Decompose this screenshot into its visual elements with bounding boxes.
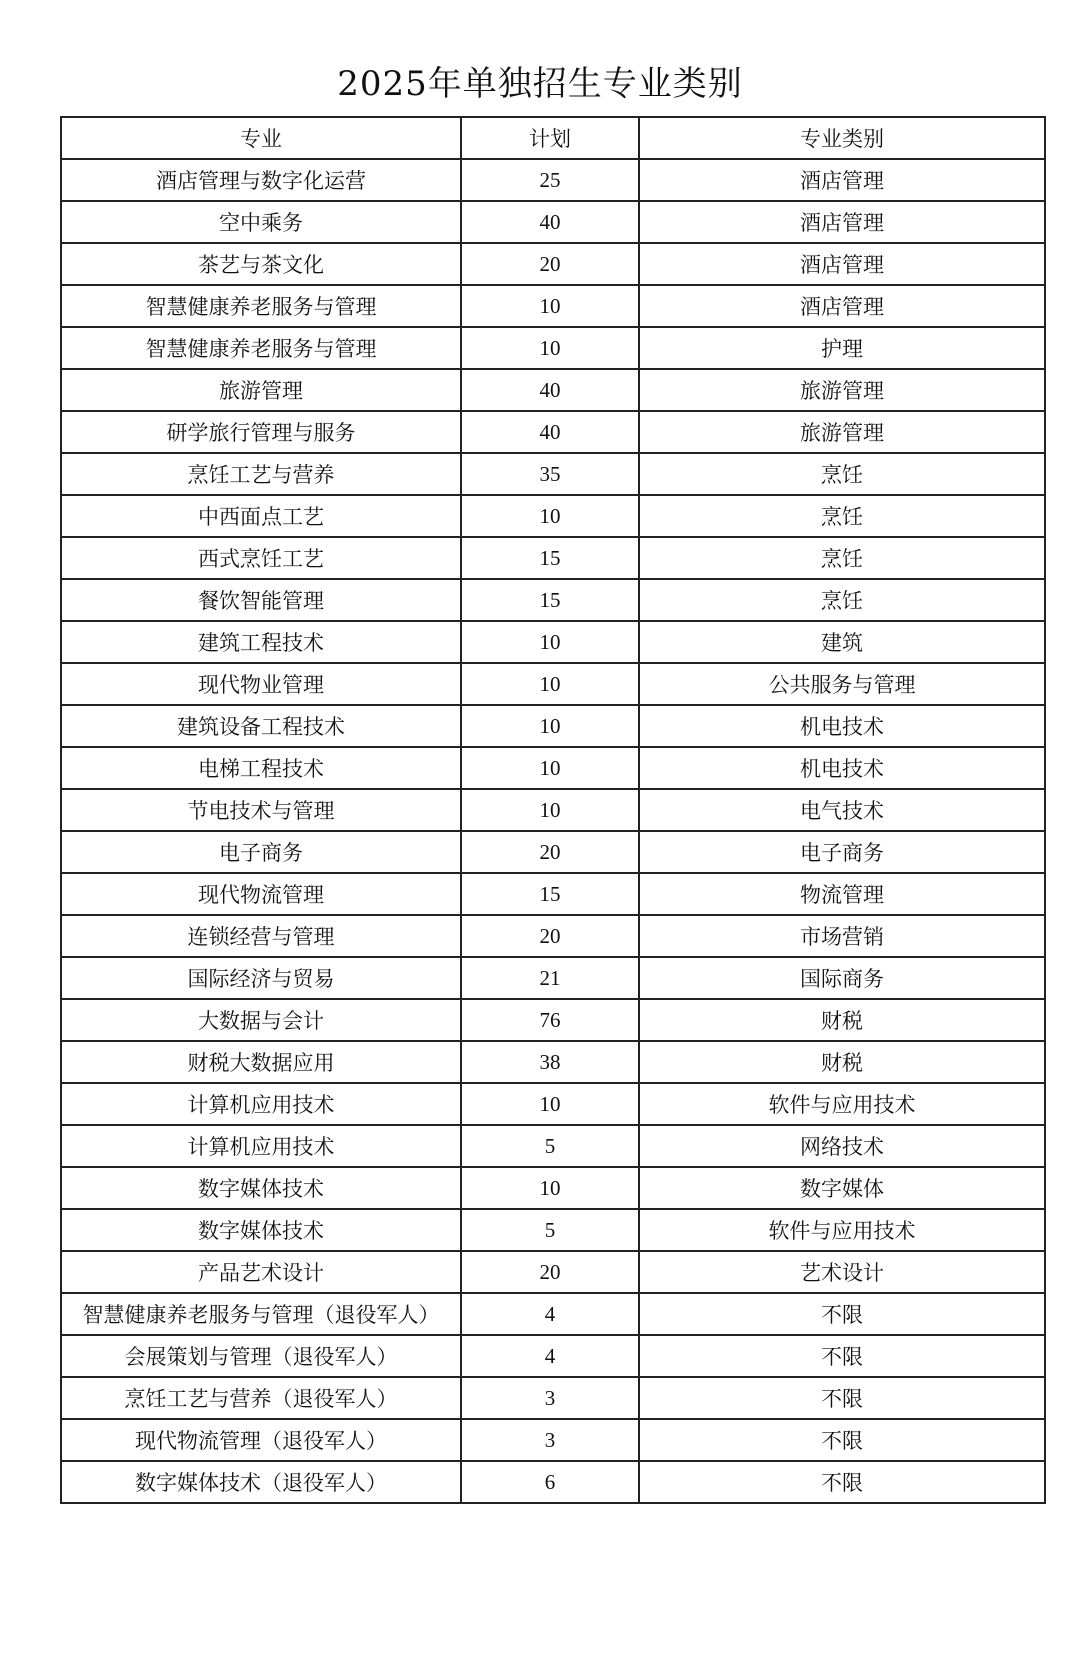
- cell-category: 软件与应用技术: [639, 1083, 1045, 1125]
- table-row: [61, 1251, 1045, 1293]
- table-row: [61, 453, 1045, 495]
- table-row: [61, 1167, 1045, 1209]
- cell-major: 茶艺与茶文化: [61, 243, 461, 285]
- table-row: [61, 705, 1045, 747]
- cell-plan: 3: [461, 1419, 639, 1461]
- cell-major: 中西面点工艺: [61, 495, 461, 537]
- cell-major: 大数据与会计: [61, 999, 461, 1041]
- table-row: [61, 243, 1045, 285]
- cell-category: 电气技术: [639, 789, 1045, 831]
- table-row: [61, 915, 1045, 957]
- cell-plan: 10: [461, 789, 639, 831]
- cell-category: 电子商务: [639, 831, 1045, 873]
- cell-major: 酒店管理与数字化运营: [61, 159, 461, 201]
- cell-plan: 20: [461, 1251, 639, 1293]
- table-row: [61, 1293, 1045, 1335]
- table-row: [61, 621, 1045, 663]
- table-row: [61, 831, 1045, 873]
- cell-plan: 4: [461, 1335, 639, 1377]
- cell-category: 酒店管理: [639, 243, 1045, 285]
- cell-plan: 20: [461, 831, 639, 873]
- table-row: [61, 999, 1045, 1041]
- table-row: [61, 789, 1045, 831]
- cell-plan: 5: [461, 1209, 639, 1251]
- table-row: [61, 201, 1045, 243]
- cell-major: 数字媒体技术: [61, 1167, 461, 1209]
- table-header-row: [61, 117, 1045, 159]
- table-row: [61, 579, 1045, 621]
- cell-category: 建筑: [639, 621, 1045, 663]
- cell-plan: 10: [461, 621, 639, 663]
- cell-major: 空中乘务: [61, 201, 461, 243]
- cell-category: 国际商务: [639, 957, 1045, 999]
- cell-category: 不限: [639, 1461, 1045, 1503]
- cell-major: 数字媒体技术（退役军人）: [61, 1461, 461, 1503]
- cell-major: 现代物业管理: [61, 663, 461, 705]
- table-row: [61, 537, 1045, 579]
- cell-plan: 20: [461, 243, 639, 285]
- cell-category: 不限: [639, 1377, 1045, 1419]
- cell-category: 市场营销: [639, 915, 1045, 957]
- cell-plan: 3: [461, 1377, 639, 1419]
- cell-major: 计算机应用技术: [61, 1125, 461, 1167]
- table-row: [61, 1335, 1045, 1377]
- cell-category: 烹饪: [639, 537, 1045, 579]
- cell-category: 网络技术: [639, 1125, 1045, 1167]
- cell-major: 数字媒体技术: [61, 1209, 461, 1251]
- cell-major: 智慧健康养老服务与管理: [61, 285, 461, 327]
- cell-major: 计算机应用技术: [61, 1083, 461, 1125]
- cell-major: 智慧健康养老服务与管理: [61, 327, 461, 369]
- cell-plan: 20: [461, 915, 639, 957]
- cell-major: 旅游管理: [61, 369, 461, 411]
- cell-plan: 25: [461, 159, 639, 201]
- header-major: 专业: [61, 117, 461, 159]
- table-row: [61, 285, 1045, 327]
- cell-major: 建筑设备工程技术: [61, 705, 461, 747]
- cell-category: 护理: [639, 327, 1045, 369]
- cell-category: 不限: [639, 1293, 1045, 1335]
- table-row: [61, 159, 1045, 201]
- table-row: [61, 1041, 1045, 1083]
- cell-plan: 5: [461, 1125, 639, 1167]
- table-row: [61, 495, 1045, 537]
- table-body: [61, 159, 1045, 1503]
- cell-major: 节电技术与管理: [61, 789, 461, 831]
- cell-major: 研学旅行管理与服务: [61, 411, 461, 453]
- cell-plan: 40: [461, 369, 639, 411]
- table-row: [61, 1461, 1045, 1503]
- cell-major: 建筑工程技术: [61, 621, 461, 663]
- table-row: [61, 873, 1045, 915]
- cell-category: 机电技术: [639, 705, 1045, 747]
- cell-category: 旅游管理: [639, 369, 1045, 411]
- cell-major: 会展策划与管理（退役军人）: [61, 1335, 461, 1377]
- cell-plan: 76: [461, 999, 639, 1041]
- cell-major: 产品艺术设计: [61, 1251, 461, 1293]
- cell-major: 西式烹饪工艺: [61, 537, 461, 579]
- cell-major: 现代物流管理: [61, 873, 461, 915]
- table-row: [61, 1419, 1045, 1461]
- cell-plan: 10: [461, 747, 639, 789]
- cell-major: 财税大数据应用: [61, 1041, 461, 1083]
- cell-major: 现代物流管理（退役军人）: [61, 1419, 461, 1461]
- cell-plan: 15: [461, 873, 639, 915]
- cell-category: 酒店管理: [639, 285, 1045, 327]
- table-row: [61, 1209, 1045, 1251]
- page-title: 2025年单独招生专业类别: [337, 64, 743, 104]
- cell-plan: 40: [461, 201, 639, 243]
- header-category: 专业类别: [639, 117, 1045, 159]
- table-row: [61, 663, 1045, 705]
- table-row: [61, 957, 1045, 999]
- cell-major: 餐饮智能管理: [61, 579, 461, 621]
- cell-plan: 15: [461, 537, 639, 579]
- cell-category: 财税: [639, 999, 1045, 1041]
- cell-category: 不限: [639, 1335, 1045, 1377]
- cell-category: 不限: [639, 1419, 1045, 1461]
- cell-plan: 15: [461, 579, 639, 621]
- table-row: [61, 1377, 1045, 1419]
- cell-category: 公共服务与管理: [639, 663, 1045, 705]
- table-row: [61, 1083, 1045, 1125]
- cell-category: 烹饪: [639, 579, 1045, 621]
- cell-plan: 40: [461, 411, 639, 453]
- cell-plan: 10: [461, 705, 639, 747]
- cell-major: 国际经济与贸易: [61, 957, 461, 999]
- cell-plan: 6: [461, 1461, 639, 1503]
- cell-category: 酒店管理: [639, 159, 1045, 201]
- cell-major: 智慧健康养老服务与管理（退役军人）: [61, 1293, 461, 1335]
- cell-category: 数字媒体: [639, 1167, 1045, 1209]
- cell-major: 连锁经营与管理: [61, 915, 461, 957]
- cell-plan: 10: [461, 1167, 639, 1209]
- cell-major: 电梯工程技术: [61, 747, 461, 789]
- cell-plan: 35: [461, 453, 639, 495]
- cell-category: 旅游管理: [639, 411, 1045, 453]
- cell-major: 烹饪工艺与营养: [61, 453, 461, 495]
- cell-plan: 10: [461, 495, 639, 537]
- cell-plan: 10: [461, 663, 639, 705]
- cell-category: 烹饪: [639, 495, 1045, 537]
- cell-plan: 10: [461, 1083, 639, 1125]
- cell-plan: 38: [461, 1041, 639, 1083]
- header-plan: 计划: [461, 117, 639, 159]
- admission-plan-table: [60, 116, 1046, 1504]
- cell-category: 艺术设计: [639, 1251, 1045, 1293]
- cell-category: 软件与应用技术: [639, 1209, 1045, 1251]
- cell-major: 电子商务: [61, 831, 461, 873]
- table-row: [61, 327, 1045, 369]
- cell-category: 财税: [639, 1041, 1045, 1083]
- cell-major: 烹饪工艺与营养（退役军人）: [61, 1377, 461, 1419]
- cell-category: 物流管理: [639, 873, 1045, 915]
- cell-plan: 4: [461, 1293, 639, 1335]
- table-row: [61, 369, 1045, 411]
- table-row: [61, 1125, 1045, 1167]
- cell-category: 烹饪: [639, 453, 1045, 495]
- cell-category: 机电技术: [639, 747, 1045, 789]
- cell-plan: 21: [461, 957, 639, 999]
- cell-plan: 10: [461, 285, 639, 327]
- table-row: [61, 747, 1045, 789]
- table-row: [61, 411, 1045, 453]
- cell-plan: 10: [461, 327, 639, 369]
- cell-category: 酒店管理: [639, 201, 1045, 243]
